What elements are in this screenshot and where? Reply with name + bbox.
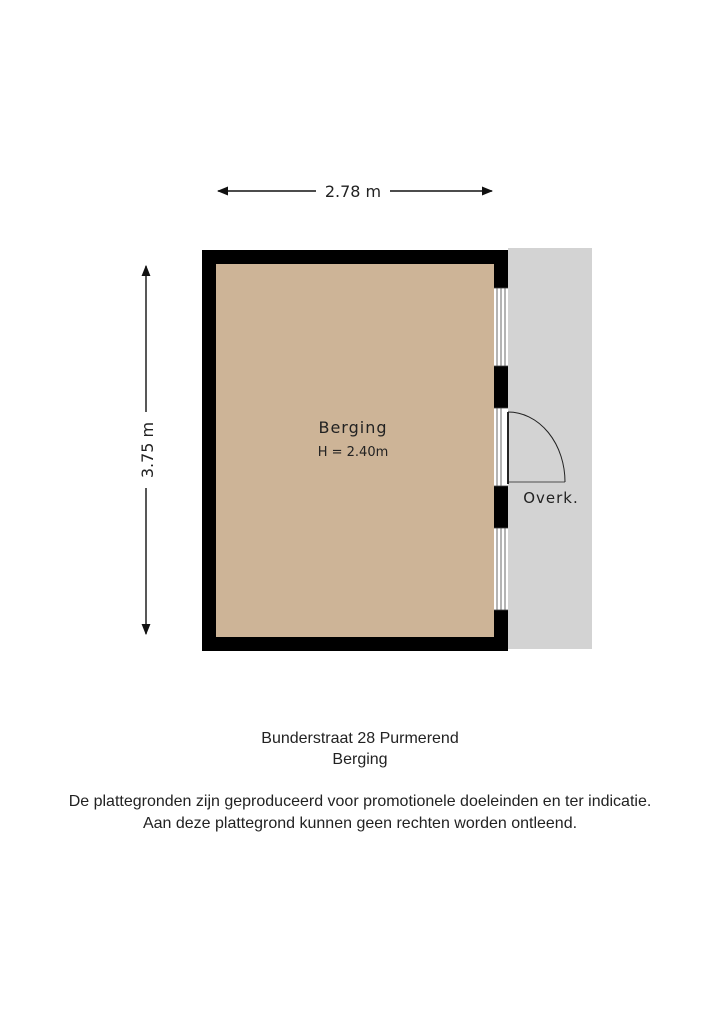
disclaimer-line-1: De plattegronden zijn geproduceerd voor promotionele doeleinden en ter indicatie. xyxy=(68,793,652,810)
window-upper xyxy=(494,288,508,366)
window-lower xyxy=(494,528,508,610)
height-dimension xyxy=(138,266,157,634)
canopy-label: Overk. xyxy=(523,489,579,507)
room-height-berging: H = 2.40m xyxy=(317,445,389,460)
height-dimension-label: 3.75 m xyxy=(138,421,157,479)
width-dimension xyxy=(218,182,492,201)
disclaimer-line-2: Aan deze plattegrond kunnen geen rechten worden ontleend. xyxy=(142,815,578,832)
width-dimension-label: 2.78 m xyxy=(324,182,382,201)
canopy-area xyxy=(508,248,592,649)
caption-floor: Berging xyxy=(332,751,388,768)
caption-address: Bunderstraat 28 Purmerend xyxy=(261,730,459,747)
room-name-berging: Berging xyxy=(318,418,388,437)
